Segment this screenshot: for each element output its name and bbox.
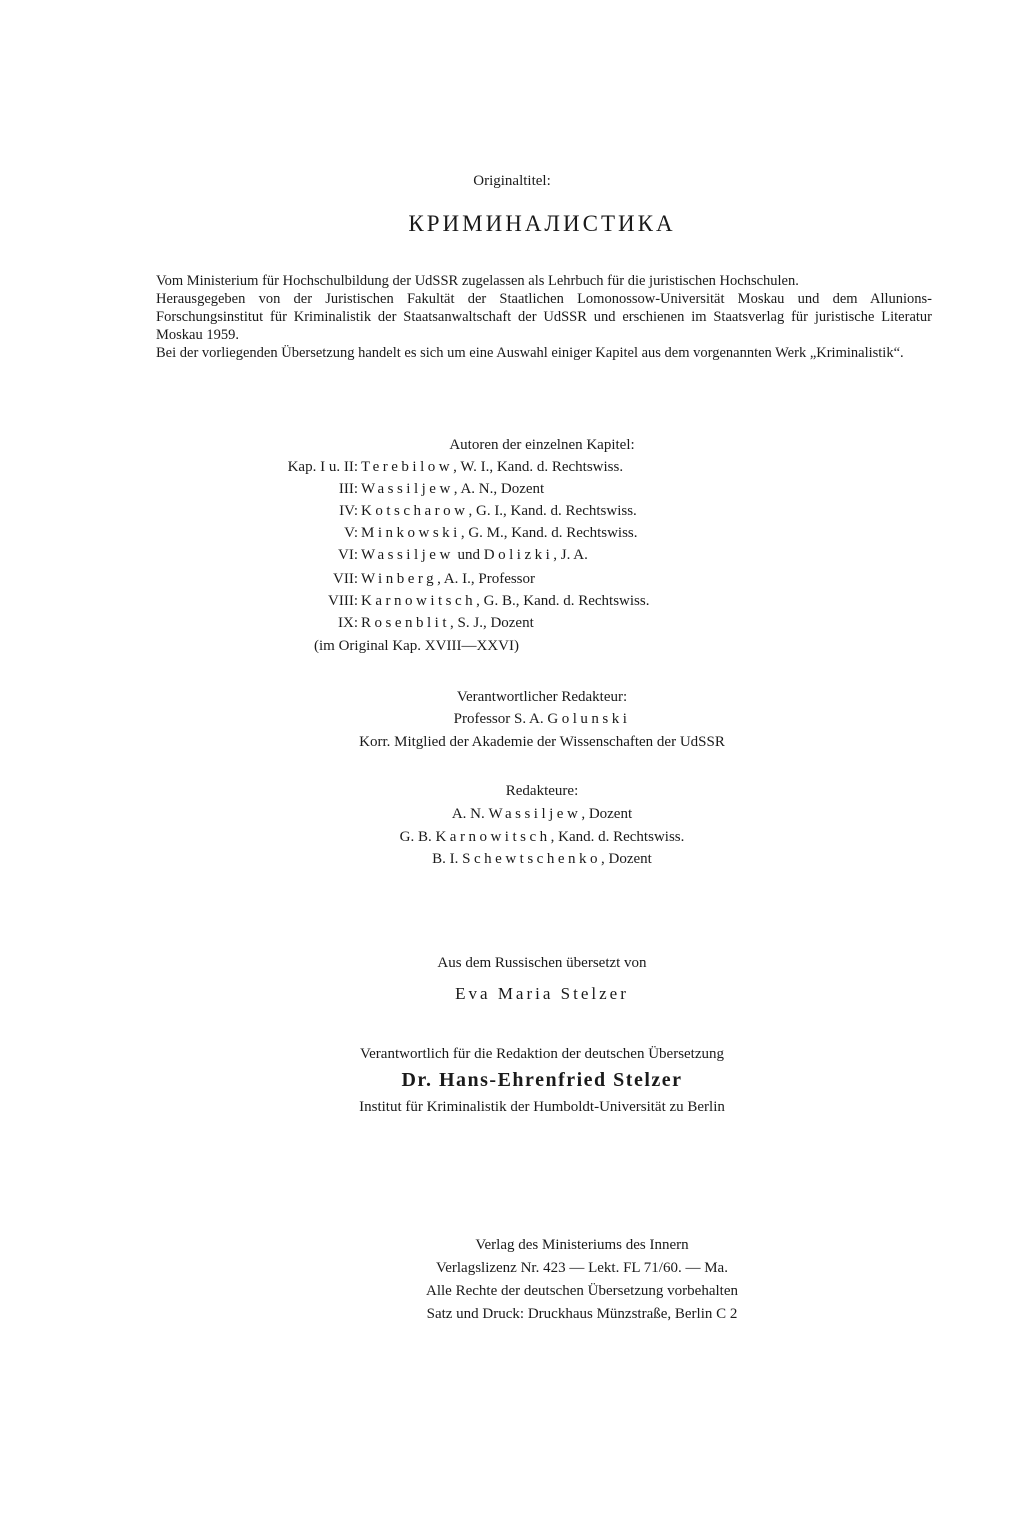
author-name: Kotscharow <box>361 503 469 519</box>
authors-heading: Autoren der einzelnen Kapitel: <box>449 437 635 453</box>
german-editor-name: Dr. Hans-Ehrenfried Stelzer <box>401 1069 683 1091</box>
chapter-number: III: <box>338 481 358 497</box>
author-row <box>0 525 1024 547</box>
chapter-number: VIII: <box>328 593 358 609</box>
translation-line: Aus dem Russischen übersetzt von <box>437 955 647 971</box>
original-chapters-note: (im Original Kap. XVIII—XXVI) <box>314 638 519 654</box>
editor-in-chief-affiliation: Korr. Mitglied der Akademie der Wissenschaften der UdSSR <box>359 734 725 750</box>
intro-text <box>156 272 932 362</box>
editor-in-chief <box>0 711 1024 728</box>
editor-in-chief-heading: Verantwortlicher Redakteur: <box>456 689 628 705</box>
editor-details: , Kand. d. Rechtswiss. <box>550 829 685 845</box>
intro-paragraph: Bei der vorliegenden Übersetzung handelt es sich um eine Auswahl einiger Kapitel aus dem vorgenannten Werk „Kriminalistik“. <box>156 345 904 361</box>
author-name: Wassiljew <box>361 547 454 563</box>
author-details: , J. A. <box>553 547 588 563</box>
publisher-line: Satz und Druck: Druckhaus Münzstraße, Berlin C 2 <box>426 1306 738 1322</box>
editor-name: Wassiljew <box>488 806 582 822</box>
editor-details: , Dozent <box>581 806 633 822</box>
author-details: , G. M., Kand. d. Rechtswiss. <box>460 525 638 541</box>
author-name: Dolizki <box>483 547 554 563</box>
german-editor-institute: Institut für Kriminalistik der Humboldt-Universität zu Berlin <box>359 1099 725 1115</box>
editor-initials: G. B. <box>399 829 436 845</box>
publisher-line: Verlagslizenz Nr. 423 — Lekt. FL 71/60. — Ma. <box>436 1260 728 1276</box>
author-conjunction: und <box>453 547 484 563</box>
editor-row <box>0 829 1024 846</box>
author-name: Winberg <box>361 571 438 587</box>
author-name: Rosenblit <box>361 615 451 631</box>
editor-row <box>0 851 1024 868</box>
author-details: , G. B., Kand. d. Rechtswiss. <box>476 593 650 609</box>
author-row <box>0 571 1024 593</box>
author-name: Minkowski <box>361 525 461 541</box>
author-details: , W. I., Kand. d. Rechtswiss. <box>453 459 624 475</box>
editor-initials: A. N. <box>451 806 489 822</box>
translator-name: Eva Maria Stelzer <box>455 984 629 1003</box>
author-row <box>0 547 1024 569</box>
editor-in-chief-prefix: Professor S. A. <box>453 711 548 727</box>
editor-name: Karnowitsch <box>435 829 551 845</box>
author-row <box>0 481 1024 503</box>
author-details: , A. I., Professor <box>437 571 536 587</box>
publisher-line: Alle Rechte der deutschen Übersetzung vorbehalten <box>426 1283 738 1299</box>
editor-in-chief-name: Golunski <box>547 711 631 727</box>
author-row <box>0 503 1024 525</box>
author-name: Karnowitsch <box>361 593 477 609</box>
author-details: , A. N., Dozent <box>453 481 545 497</box>
author-details: , S. J., Dozent <box>450 615 534 631</box>
chapter-number: IV: <box>339 503 358 519</box>
original-title-label: Originaltitel: <box>473 173 551 189</box>
editor-row <box>0 806 1024 823</box>
editor-initials: B. I. <box>432 851 463 867</box>
author-name: Wassiljew <box>361 481 454 497</box>
intro-paragraph: Herausgegeben von der Juristischen Fakultät der Staatlichen Lomonossow-Universität Moskau und dem Allunions-Forschungsinstitut für Kriminalistik der Staatsanwaltschaft der UdSSR und erschienen im Staatsverlag für juristische Literatur Moskau 1959. <box>156 291 932 343</box>
author-details: , G. I., Kand. d. Rechtswiss. <box>468 503 637 519</box>
editor-name: Schewtschenko <box>462 851 601 867</box>
chapter-number: V: <box>344 525 358 541</box>
author-name: Terebilow <box>361 459 454 475</box>
publisher-line: Verlag des Ministeriums des Innern <box>475 1237 689 1253</box>
editors-heading: Redakteure: <box>505 783 579 799</box>
author-row <box>0 615 1024 637</box>
chapter-number: VI: <box>338 547 358 563</box>
german-editor-line: Verantwortlich für die Redaktion der deutschen Übersetzung <box>359 1046 725 1062</box>
intro-paragraph: Vom Ministerium für Hochschulbildung der UdSSR zugelassen als Lehrbuch für die juristischen Hochschulen. <box>156 273 799 289</box>
author-row <box>0 593 1024 615</box>
chapter-number: Kap. I u. II: <box>287 459 358 475</box>
editor-details: , Dozent <box>600 851 652 867</box>
chapter-number: IX: <box>338 615 358 631</box>
author-row <box>0 459 1024 481</box>
original-title: КРИМИНАЛИСТИКА <box>408 211 676 236</box>
chapter-number: VII: <box>333 571 358 587</box>
publisher-info <box>0 1234 1024 1326</box>
